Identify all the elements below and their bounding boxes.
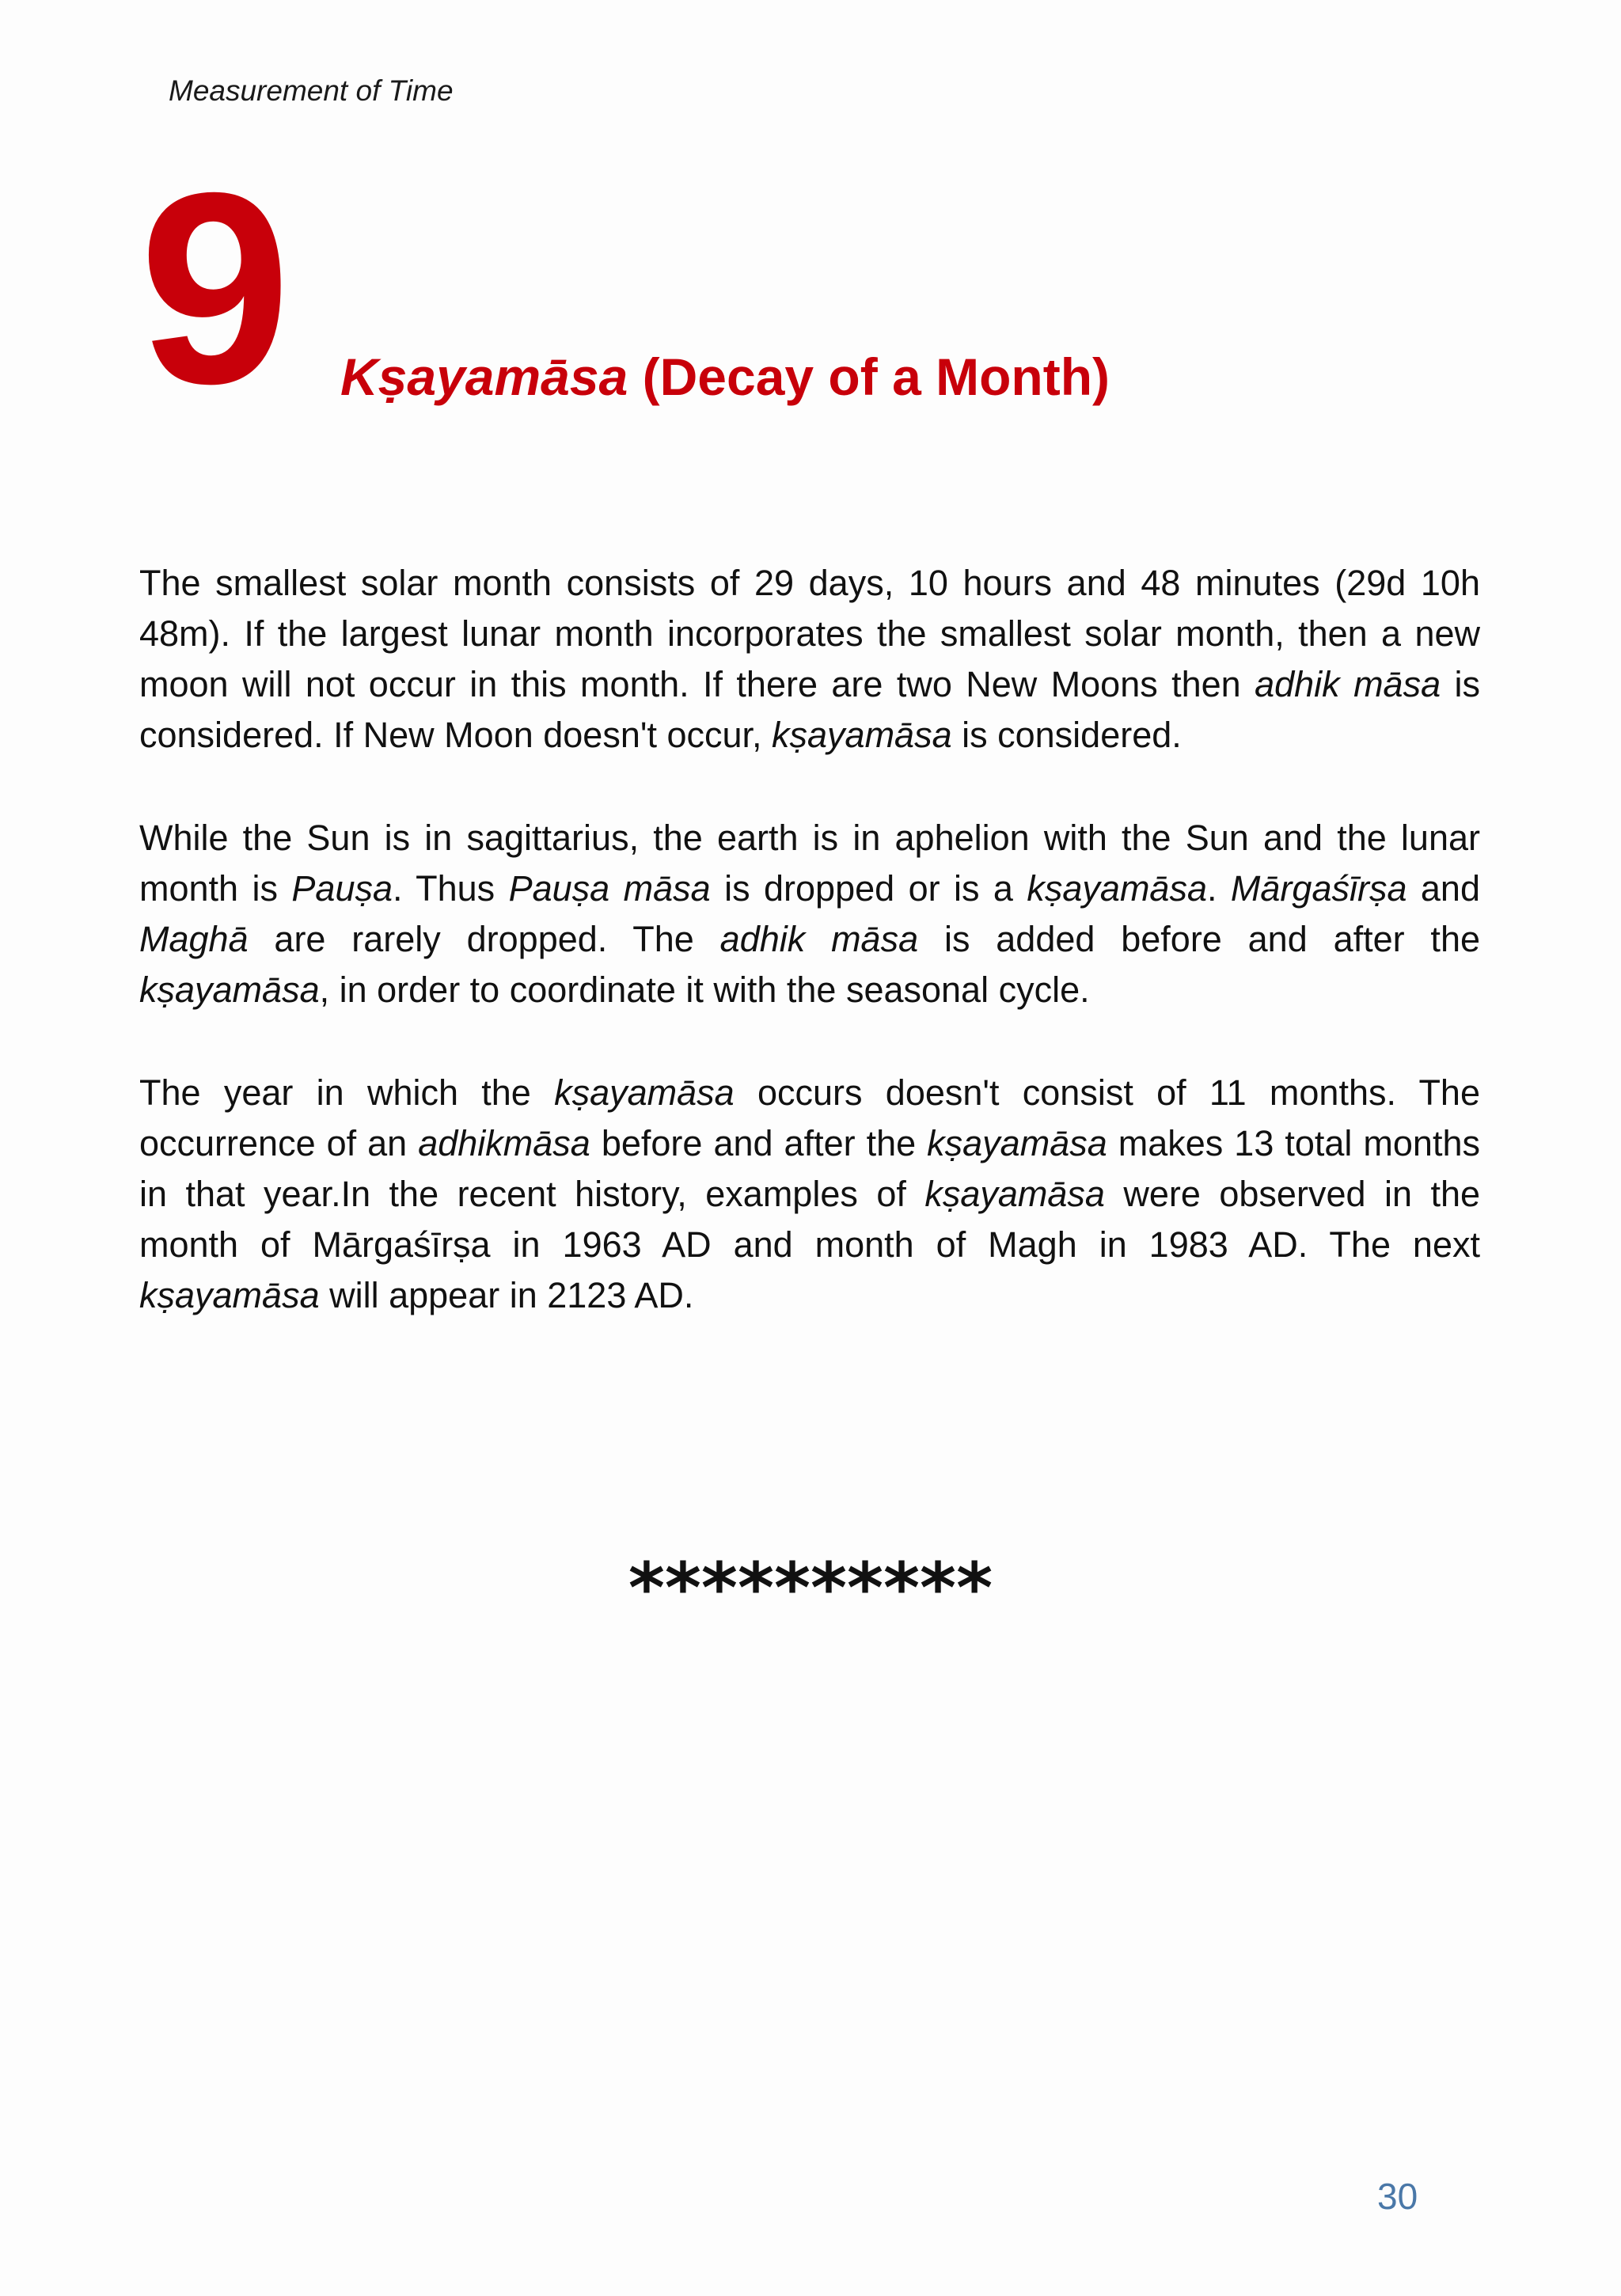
- text-run: were observed in the month of Mārgaśīrṣa in 1963 AD and month of Magh in 1983 AD. The next: [139, 1174, 1481, 1265]
- section-separator: **********: [628, 1547, 993, 1629]
- chapter-title: [340, 347, 1110, 407]
- chapter-title-term: Kṣayamāsa: [340, 347, 628, 406]
- text-run: is added before and after the: [918, 919, 1480, 959]
- paragraph-2: [139, 813, 1480, 1015]
- text-run: .: [1206, 868, 1231, 909]
- text-run: occurs doesn't consist of 11 months. The occurrence of an: [139, 1072, 1480, 1163]
- italic-term: kṣayamāsa: [924, 1174, 1105, 1214]
- italic-term: Pauṣa: [291, 868, 393, 909]
- text-run: is considered. If New Moon doesn't occur,: [139, 664, 1480, 755]
- italic-term: Mārgaśīrṣa: [1230, 868, 1407, 909]
- text-run: While the Sun is in sagittarius, the earth is in aphelion with the Sun and the lunar month is: [139, 818, 1480, 909]
- italic-term: adhikmāsa: [418, 1123, 590, 1163]
- text-run: The smallest solar month consists of 29 days, 10 hours and 48 minutes (29d 10h 48m). If the largest lunar month incorporates the smallest solar month, then a new moon will not occur in this month. If there are two New Moons then: [139, 563, 1480, 704]
- text-run: makes 13 total months in that year.In the recent history, examples of: [139, 1123, 1480, 1214]
- italic-term: Maghā: [139, 919, 249, 959]
- text-run: The year in which the: [139, 1072, 555, 1113]
- chapter-title-rest: (Decay of a Month): [628, 347, 1110, 406]
- italic-term: kṣayamāsa: [772, 715, 952, 755]
- running-header: Measurement of Time: [169, 74, 454, 107]
- text-run: is dropped or is a: [710, 868, 1027, 909]
- text-run: are rarely dropped. The: [248, 919, 720, 959]
- italic-term: kṣayamāsa: [554, 1072, 735, 1113]
- text-run: , in order to coordinate it with the seasonal cycle.: [319, 970, 1090, 1010]
- text-run: before and after the: [590, 1123, 928, 1163]
- paragraph-1: [139, 558, 1480, 761]
- italic-term: kṣayamāsa: [139, 1275, 320, 1315]
- italic-term: kṣayamāsa: [927, 1123, 1107, 1163]
- text-run: will appear in 2123 AD.: [319, 1275, 694, 1315]
- italic-term: kṣayamāsa: [139, 970, 320, 1010]
- italic-term: Pauṣa māsa: [508, 868, 711, 909]
- text-run: is considered.: [951, 715, 1182, 755]
- page-number: 30: [1377, 2176, 1418, 2217]
- text-run: and: [1407, 868, 1480, 909]
- italic-term: adhik māsa: [719, 919, 919, 959]
- chapter-number: 9: [139, 136, 288, 440]
- italic-term: kṣayamāsa: [1027, 868, 1207, 909]
- text-run: . Thus: [393, 868, 509, 909]
- paragraph-3: [139, 1068, 1480, 1321]
- italic-term: adhik māsa: [1255, 664, 1441, 704]
